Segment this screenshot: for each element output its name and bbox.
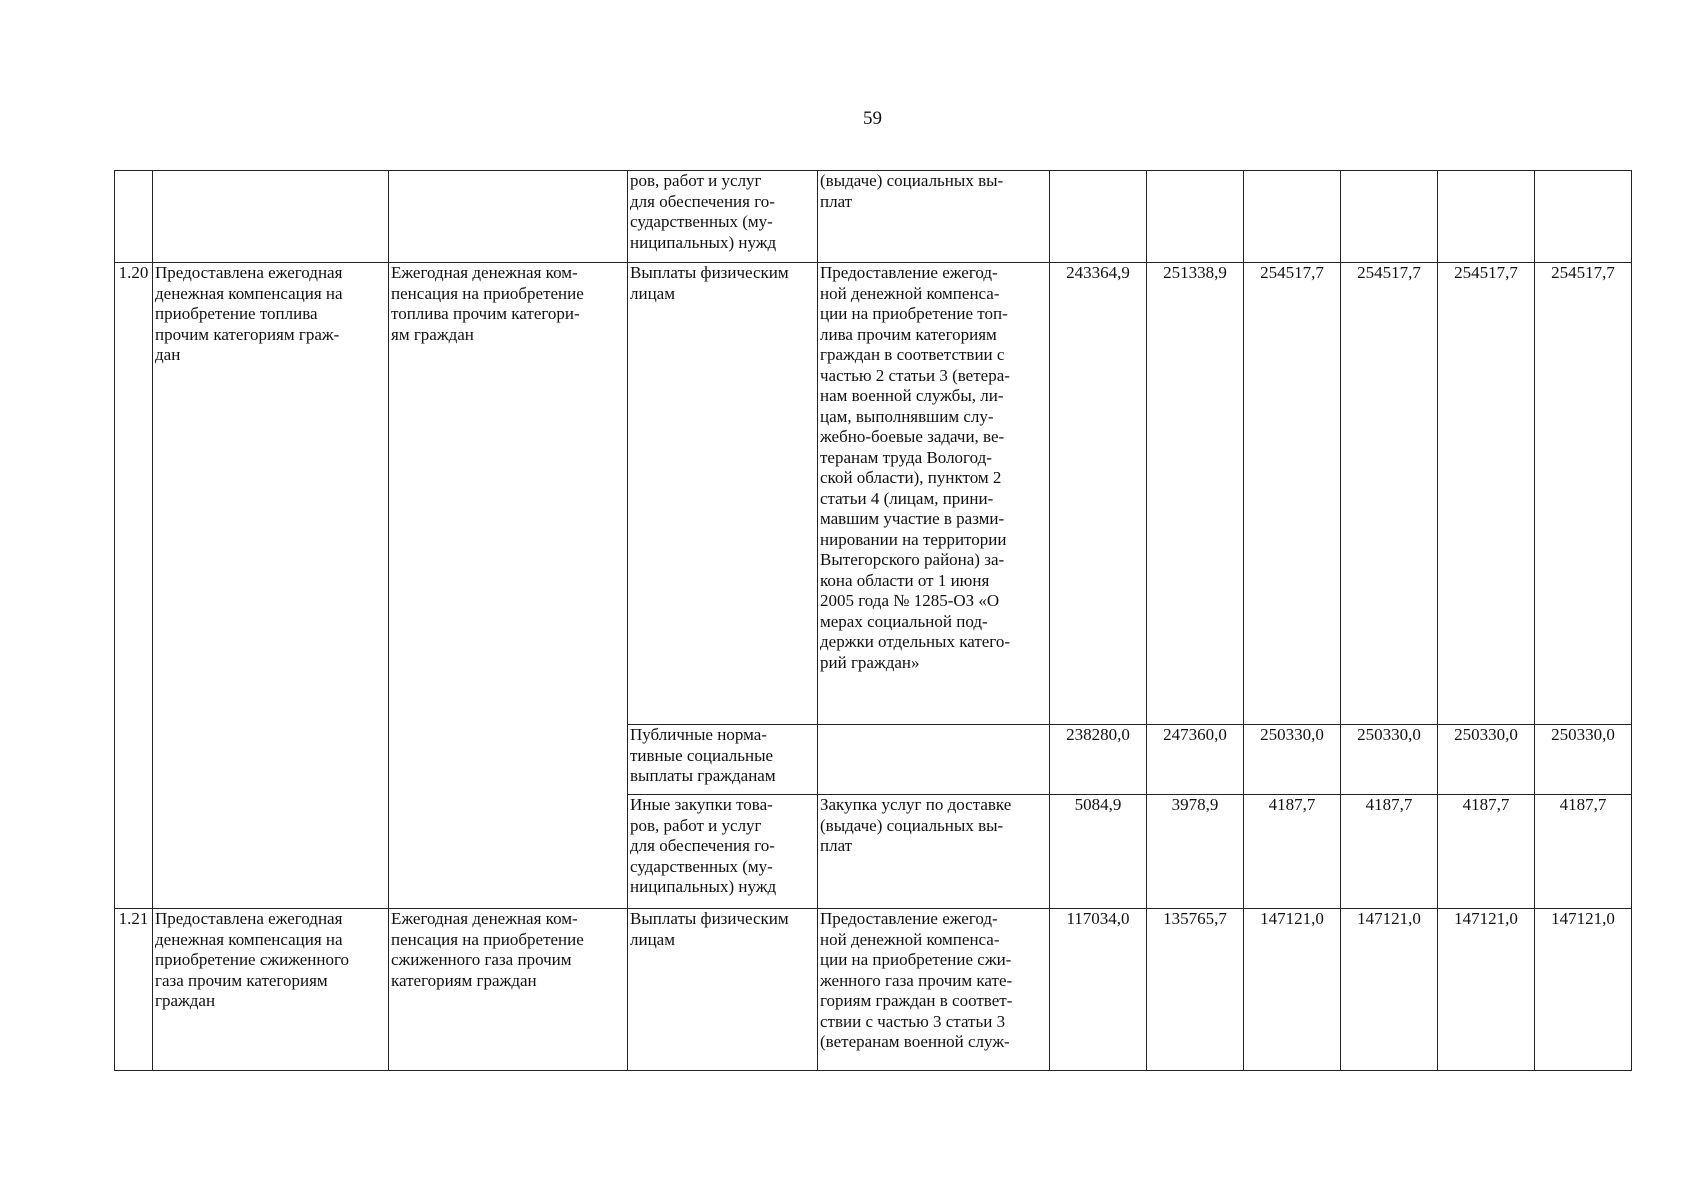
description-cell: Закупка услуг по доставке (выдаче) социальных вы- плат [818,795,1050,909]
value-cell: 250330,0 [1535,725,1632,795]
expense-type-cell: Выплаты физическим лицам [628,909,818,1071]
value-cell: 3978,9 [1147,795,1244,909]
value-cell: 147121,0 [1341,909,1438,1071]
value-cell: 117034,0 [1050,909,1147,1071]
continuation-row [115,171,1632,263]
value-cell: 4187,7 [1341,795,1438,909]
expense-type-cell: Выплаты физическим лицам [628,263,818,725]
expense-type-cell: Публичные норма- тивные социальные выплаты гражданам [628,725,818,795]
page-number: 59 [863,108,882,129]
value-cell [1341,171,1438,263]
value-cell: 238280,0 [1050,725,1147,795]
value-cell [1147,171,1244,263]
value-cell [1438,171,1535,263]
value-cell: 4187,7 [1244,795,1341,909]
value-cell [1244,171,1341,263]
table-row [115,909,1632,1071]
value-cell: 254517,7 [1438,263,1535,725]
expense-type-cell: Иные закупки това- ров, работ и услуг для обеспечения го- сударственных (му- ниципальных) нужд [628,795,818,909]
value-cell: 147121,0 [1244,909,1341,1071]
table-row [115,263,1632,725]
program-table [114,170,1632,1071]
measure-cell: Ежегодная денежная ком- пенсация на приобретение топлива прочим категори- ям граждан [389,263,628,909]
value-cell: 243364,9 [1050,263,1147,725]
value-cell: 254517,7 [1341,263,1438,725]
description-cell: Предоставление ежегод- ной денежной компенса- ции на приобретение сжи- женного газа прочим кате- гориям граждан в соответ- ствии с частью 3 статьи 3 (ветеранам военной служ- [818,909,1050,1071]
value-cell: 250330,0 [1341,725,1438,795]
result-cell: Предоставлена ежегодная денежная компенсация на приобретение топлива прочим категориям граж- дан [153,263,389,909]
measure-cell [389,171,628,263]
description-cell: (выдаче) социальных вы- плат [818,171,1050,263]
value-cell [1050,171,1147,263]
value-cell: 254517,7 [1535,263,1632,725]
value-cell: 247360,0 [1147,725,1244,795]
value-cell: 147121,0 [1535,909,1632,1071]
description-cell: Предоставление ежегод- ной денежной компенса- ции на приобретение топ- лива прочим категориям граждан в соответствии с частью 2 статьи 3 (ветера- нам военной службы, ли- цам, выполнявшим слу- жебно-боевые задачи, ве- теранам труда Вологод- ской области), пунктом 2 статьи 4 (лицам, прини- мавшим участие в разми- нировании на территории Вытегорского района) за- кона области от 1 июня 2005 года № 1285-ОЗ «О мерах социальной под- держки отдельных катего- рий граждан» [818,263,1050,725]
value-cell [1535,171,1632,263]
value-cell: 251338,9 [1147,263,1244,725]
value-cell: 4187,7 [1535,795,1632,909]
row-index: 1.20 [115,263,153,909]
index-cell [115,171,153,263]
value-cell: 5084,9 [1050,795,1147,909]
value-cell: 250330,0 [1438,725,1535,795]
expense-type-cell: ров, работ и услуг для обеспечения го- сударственных (му- ниципальных) нужд [628,171,818,263]
value-cell: 135765,7 [1147,909,1244,1071]
value-cell: 250330,0 [1244,725,1341,795]
row-index: 1.21 [115,909,153,1071]
description-cell [818,725,1050,795]
value-cell: 4187,7 [1438,795,1535,909]
result-cell: Предоставлена ежегодная денежная компенсация на приобретение сжиженного газа прочим категориям граждан [153,909,389,1071]
result-cell [153,171,389,263]
value-cell: 254517,7 [1244,263,1341,725]
value-cell: 147121,0 [1438,909,1535,1071]
measure-cell: Ежегодная денежная ком- пенсация на приобретение сжиженного газа прочим категориям граждан [389,909,628,1071]
